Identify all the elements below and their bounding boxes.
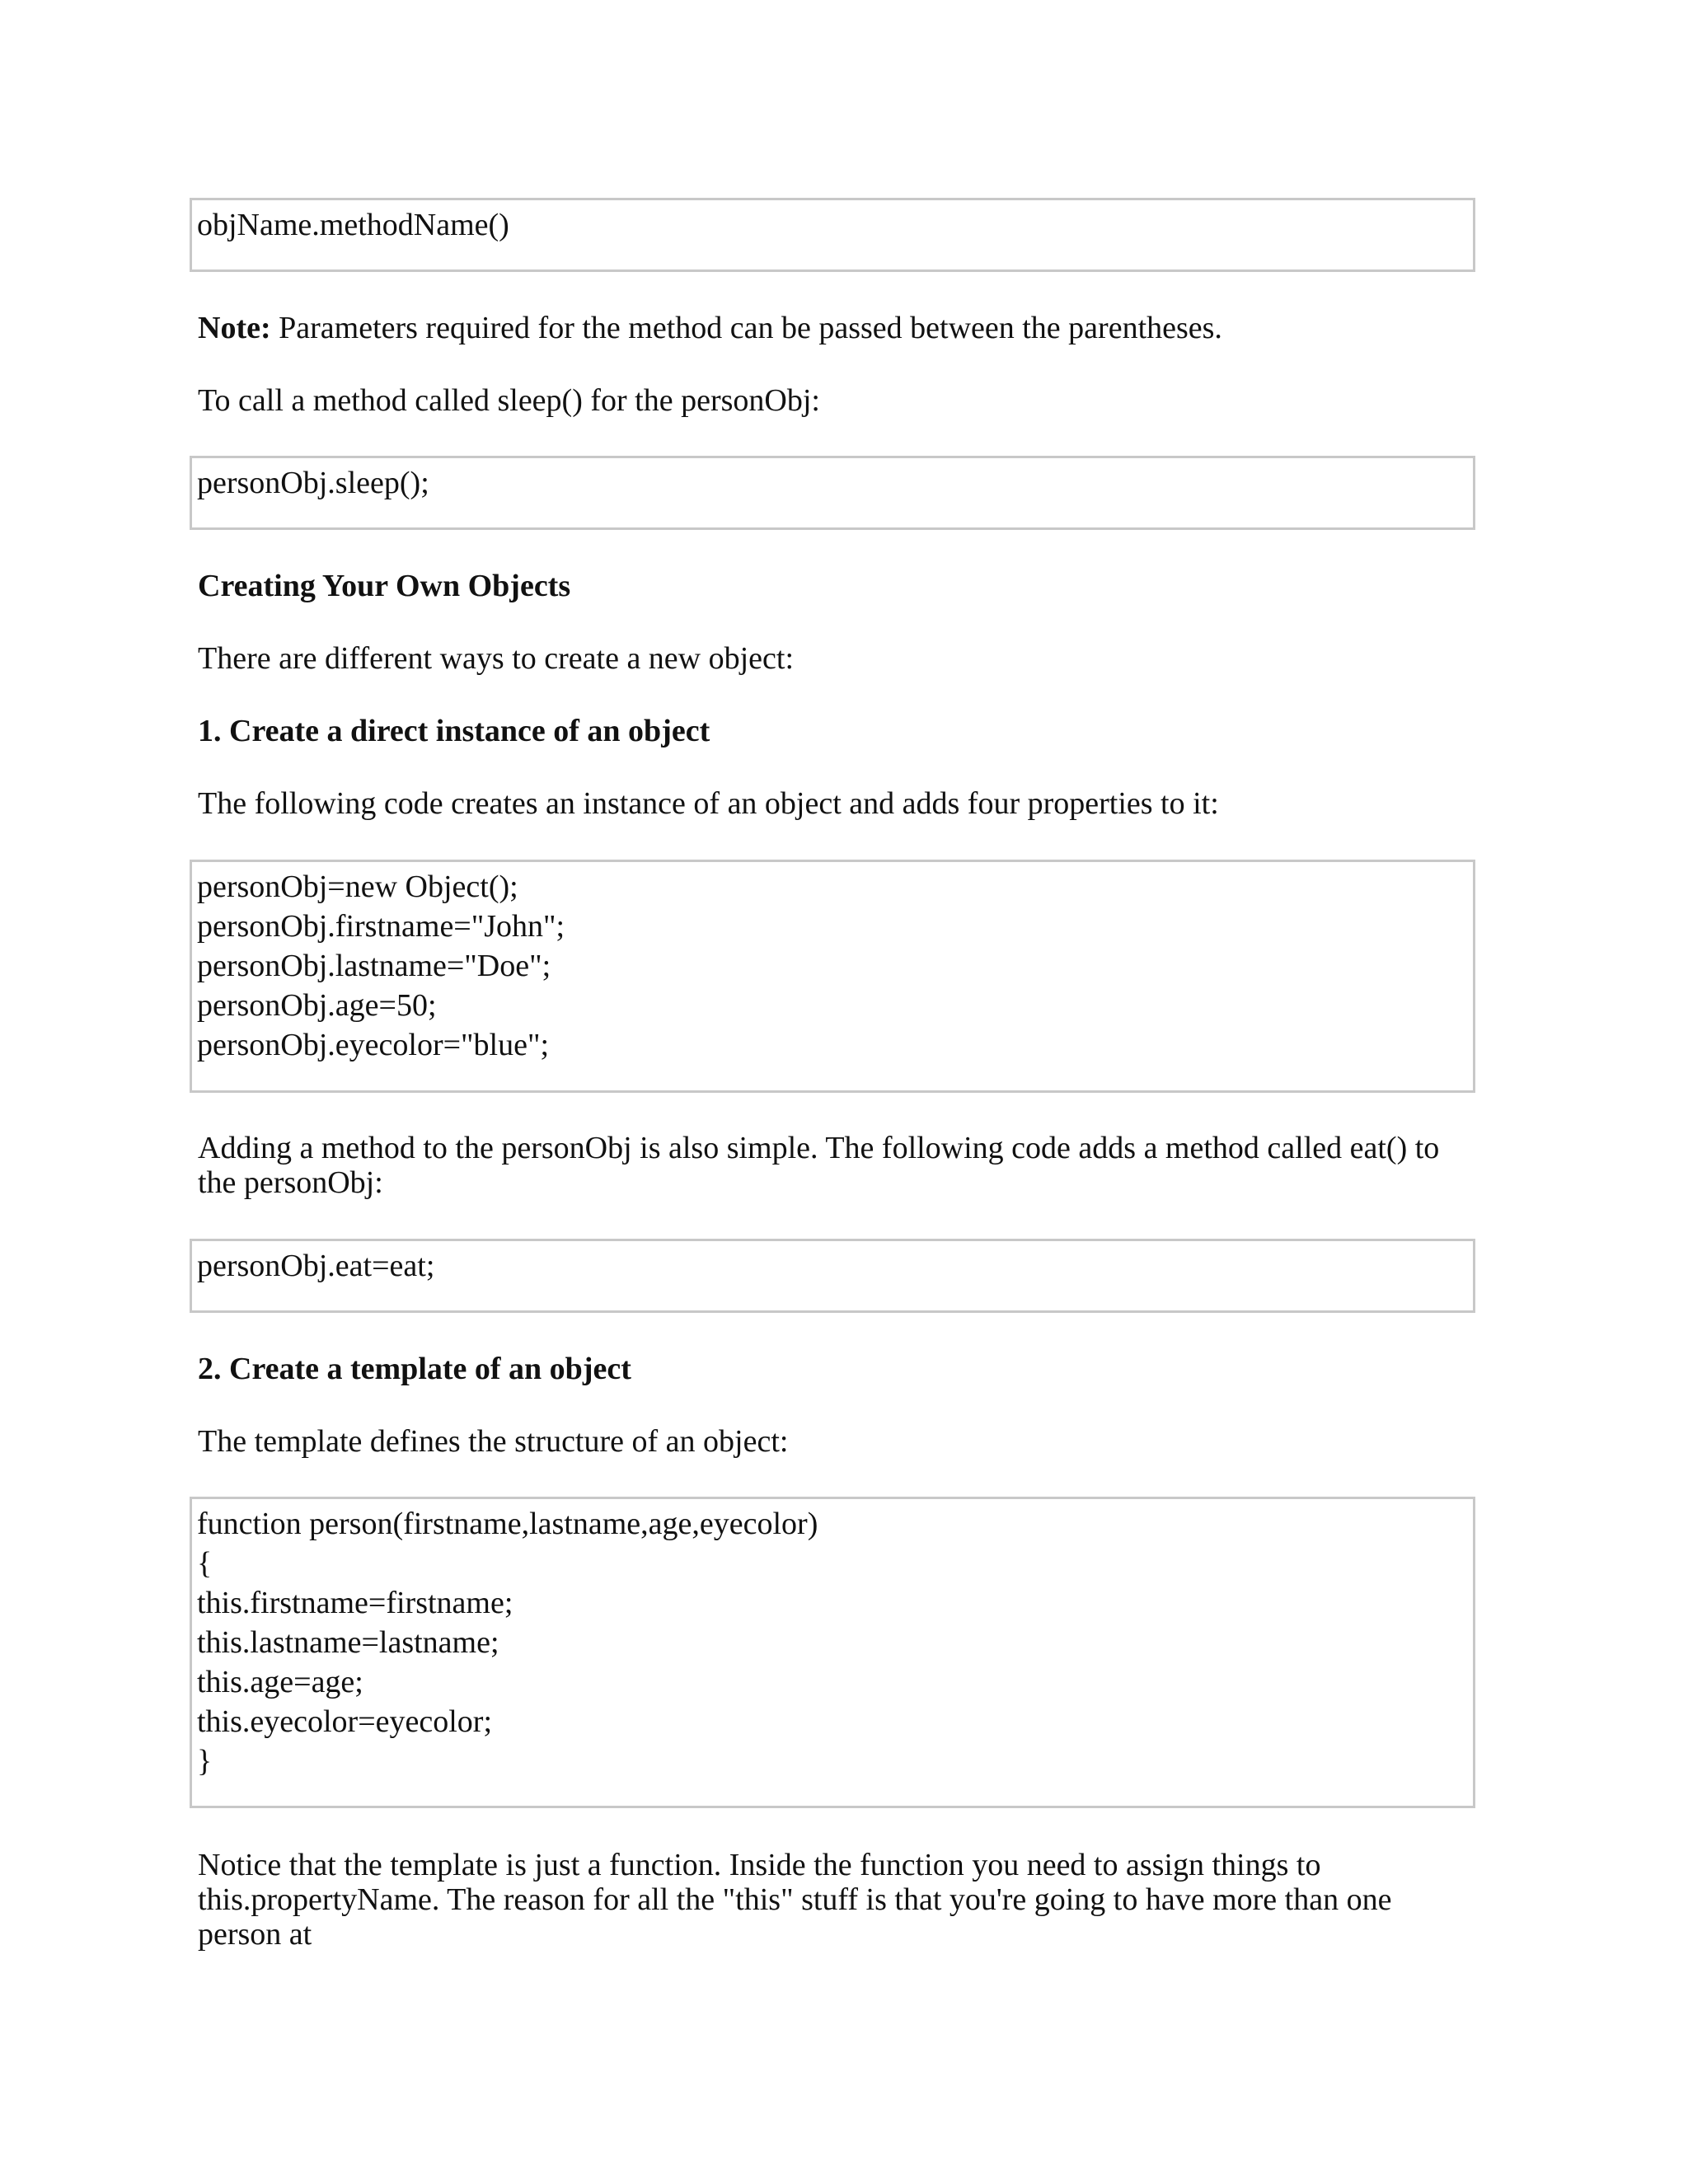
code-line: personObj.firstname="John"; [197,909,565,944]
heading-direct-instance: 1. Create a direct instance of an object [198,714,710,748]
code-block-sleep [190,456,1475,530]
note-paragraph [198,311,1484,345]
code-line: objName.methodName() [197,208,509,242]
direct-instance-paragraph: The following code creates an instance of an object and adds four properties to it: [198,786,1219,821]
code-line: personObj.age=50; [197,988,437,1023]
code-line: } [197,1744,213,1779]
code-line: { [197,1546,213,1581]
note-text: Parameters required for the method can be passed between the parentheses. [270,311,1222,345]
call-method-paragraph: To call a method called sleep() for the personObj: [198,383,820,418]
heading-template: 2. Create a template of an object [198,1352,631,1386]
template-paragraph: The template defines the structure of an object: [198,1424,789,1459]
code-line: function person(firstname,lastname,age,eyecolor) [197,1507,818,1541]
code-block-method-call [190,198,1475,272]
heading-creating-objects: Creating Your Own Objects [198,569,571,603]
code-block-direct-instance [190,860,1475,1093]
code-line: personObj.eyecolor="blue"; [197,1028,550,1062]
ways-paragraph: There are different ways to create a new object: [198,641,795,676]
code-line: this.eyecolor=eyecolor; [197,1704,493,1739]
code-line: personObj=new Object(); [197,869,518,904]
notice-paragraph: Notice that the template is just a function. Inside the function you need to assign things to this.propertyName. The reason for all the "this" stuff is that you're going to have more than one person at [198,1848,1392,1952]
code-line: personObj.sleep(); [197,466,429,500]
code-line: personObj.eat=eat; [197,1249,435,1283]
code-block-template-function [190,1497,1475,1808]
code-line: this.firstname=firstname; [197,1586,513,1620]
code-line: this.age=age; [197,1665,363,1699]
note-label: Note: [198,311,271,345]
add-method-paragraph: Adding a method to the personObj is also simple. The following code adds a method called eat() to the personObj: [198,1131,1440,1200]
code-line: this.lastname=lastname; [197,1625,499,1660]
code-line: personObj.lastname="Doe"; [197,949,551,983]
code-block-eat [190,1239,1475,1313]
